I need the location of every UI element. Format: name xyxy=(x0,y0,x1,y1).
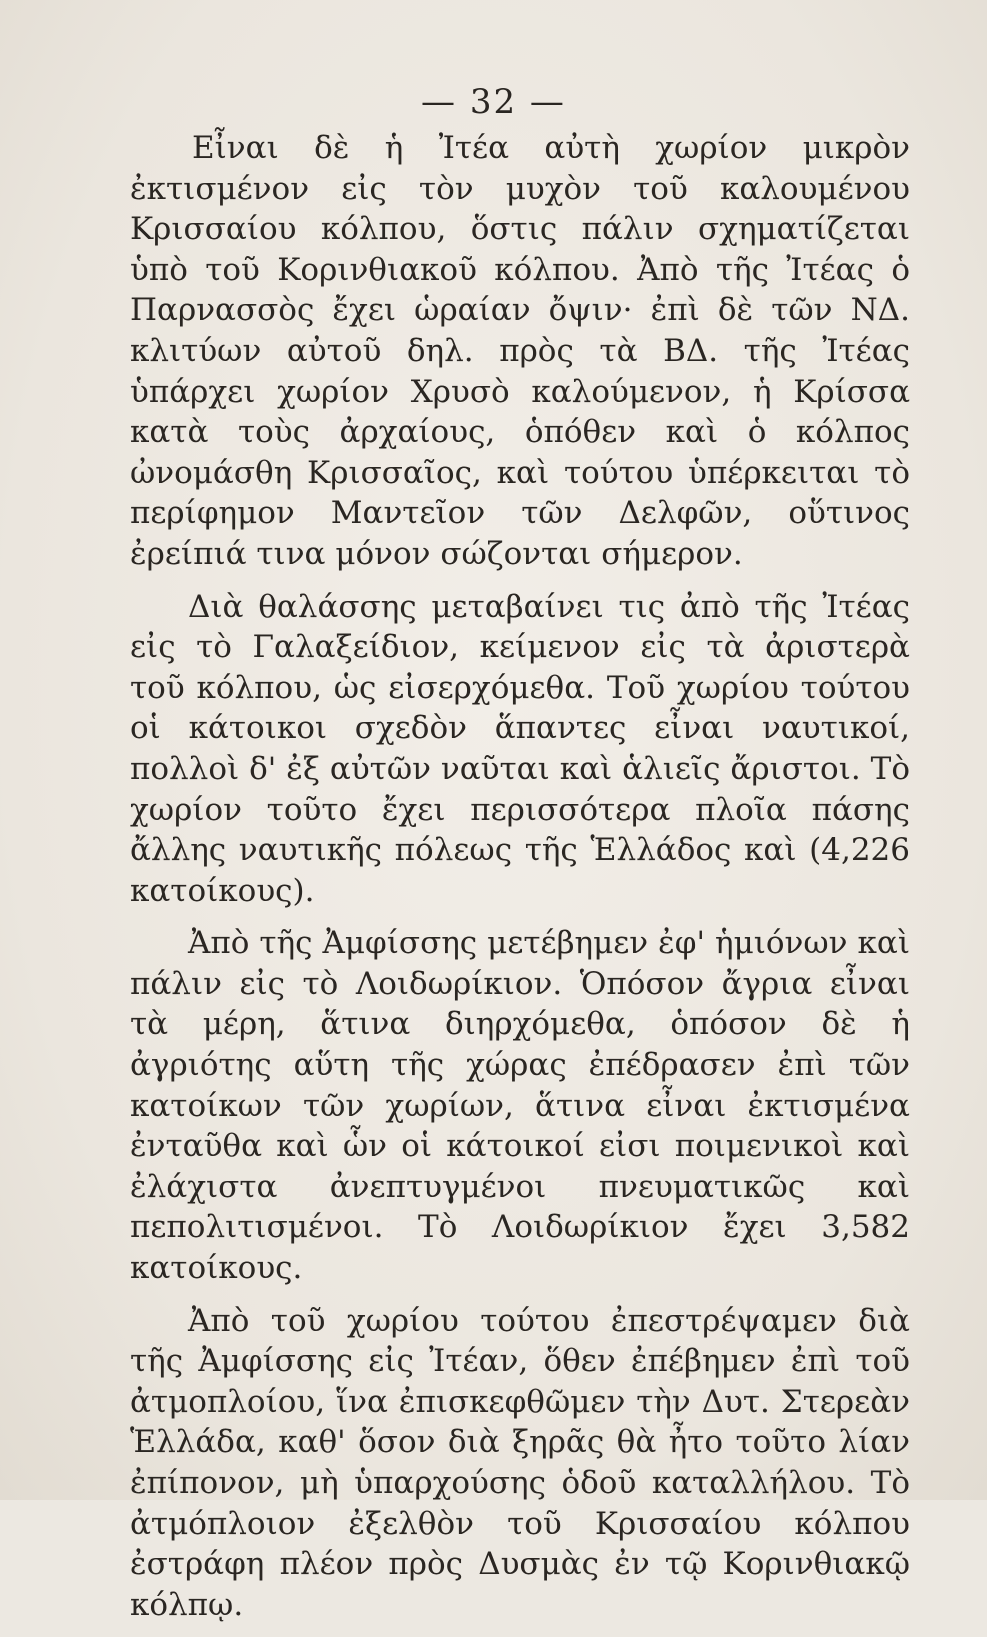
body-text xyxy=(130,128,910,1637)
paragraph-steamship: Ἀπὸ τοῦ χωρίου τούτου ἐπεστρέψαμεν διὰ τῆς Ἀμφίσσης εἰς Ἰτέαν, ὅθεν ἐπέβημεν ἐπὶ τοῦ ἀτμοπλοίου, ἵνα ἐπισκεφθῶμεν τὴν Δυτ. Στερεὰν Ἑλλάδα, καθ' ὅσον διὰ ξηρᾶς θὰ ἦτο τοῦτο λίαν ἐπίπονον, μὴ ὑπαρχούσης ὁδοῦ καταλλήλου. Τὸ ἀτμόπλοιον ἐξελθὸν τοῦ Κρισσαίου κόλπου ἐστράφη πλέον πρὸς Δυσμὰς ἐν τῷ Κορινθιακῷ κόλπῳ. xyxy=(130,1302,910,1623)
paragraph-itea: Εἶναι δὲ ἡ Ἰτέα αὐτὴ χωρίον μικρὸν ἐκτισμένον εἰς τὸν μυχὸν τοῦ καλουμένου Κρισσαίου κόλπου, ὅστις πάλιν σχηματίζεται ὑπὸ τοῦ Κορινθιακοῦ κόλπου. Ἀπὸ τῆς Ἰτέας ὁ Παρνασσὸς ἔχει ὡραίαν ὄψιν· ἐπὶ δὲ τῶν ΝΔ. κλιτύων αὐτοῦ δηλ. πρὸς τὰ ΒΔ. τῆς Ἰτέας ὑπάρχει χωρίον Χρυσὸ καλούμενον, ἡ Κρίσσα κατὰ τοὺς ἀρχαίους, ὁπόθεν καὶ ὁ κόλπος ὠνομάσθη Κρισσαῖος, καὶ τούτου ὑπέρκειται τὸ περίφημον Μαντεῖον τῶν Δελφῶν, οὕτινος ἐρείπιά τινα μόνον σώζονται σήμερον. xyxy=(130,130,910,572)
page-number: — 32 — xyxy=(421,82,566,122)
paragraph-lidoriki: Ἀπὸ τῆς Ἀμφίσσης μετέβημεν ἐφ' ἡμιόνων καὶ πάλιν εἰς τὸ Λοιδωρίκιον. Ὁπόσον ἄγρια εἶναι τὰ μέρη, ἅτινα διηρχόμεθα, ὁπόσον δὲ ἡ ἀγριότης αὕτη τῆς χώρας ἐπέδρασεν ἐπὶ τῶν κατοίκων τῶν χωρίων, ἅτινα εἶναι ἐκτισμένα ἐνταῦθα καὶ ὧν οἱ κάτοικοί εἰσι ποιμενικοὶ καὶ ἐλάχιστα ἀνεπτυγμένοι πνευματικῶς καὶ πεπολιτισμένοι. Τὸ Λοιδωρίκιον ἔχει 3,582 κατοίκους. xyxy=(130,925,910,1287)
paragraph-galaxidi: Διὰ θαλάσσης μεταβαίνει τις ἀπὸ τῆς Ἰτέας εἰς τὸ Γαλαξείδιον, κείμενον εἰς τὰ ἀριστερὰ τοῦ κόλπου, ὡς εἰσερχόμεθα. Τοῦ χωρίου τούτου οἱ κάτοικοι σχεδὸν ἅπαντες εἶναι ναυτικοί, πολλοὶ δ' ἐξ αὐτῶν ναῦται καὶ ἁλιεῖς ἄριστοι. Τὸ χωρίον τοῦτο ἔχει περισσότερα πλοῖα πάσης ἄλλης ναυτικῆς πόλεως τῆς Ἑλλάδος καὶ (4,226 κατοίκους). xyxy=(130,588,910,909)
